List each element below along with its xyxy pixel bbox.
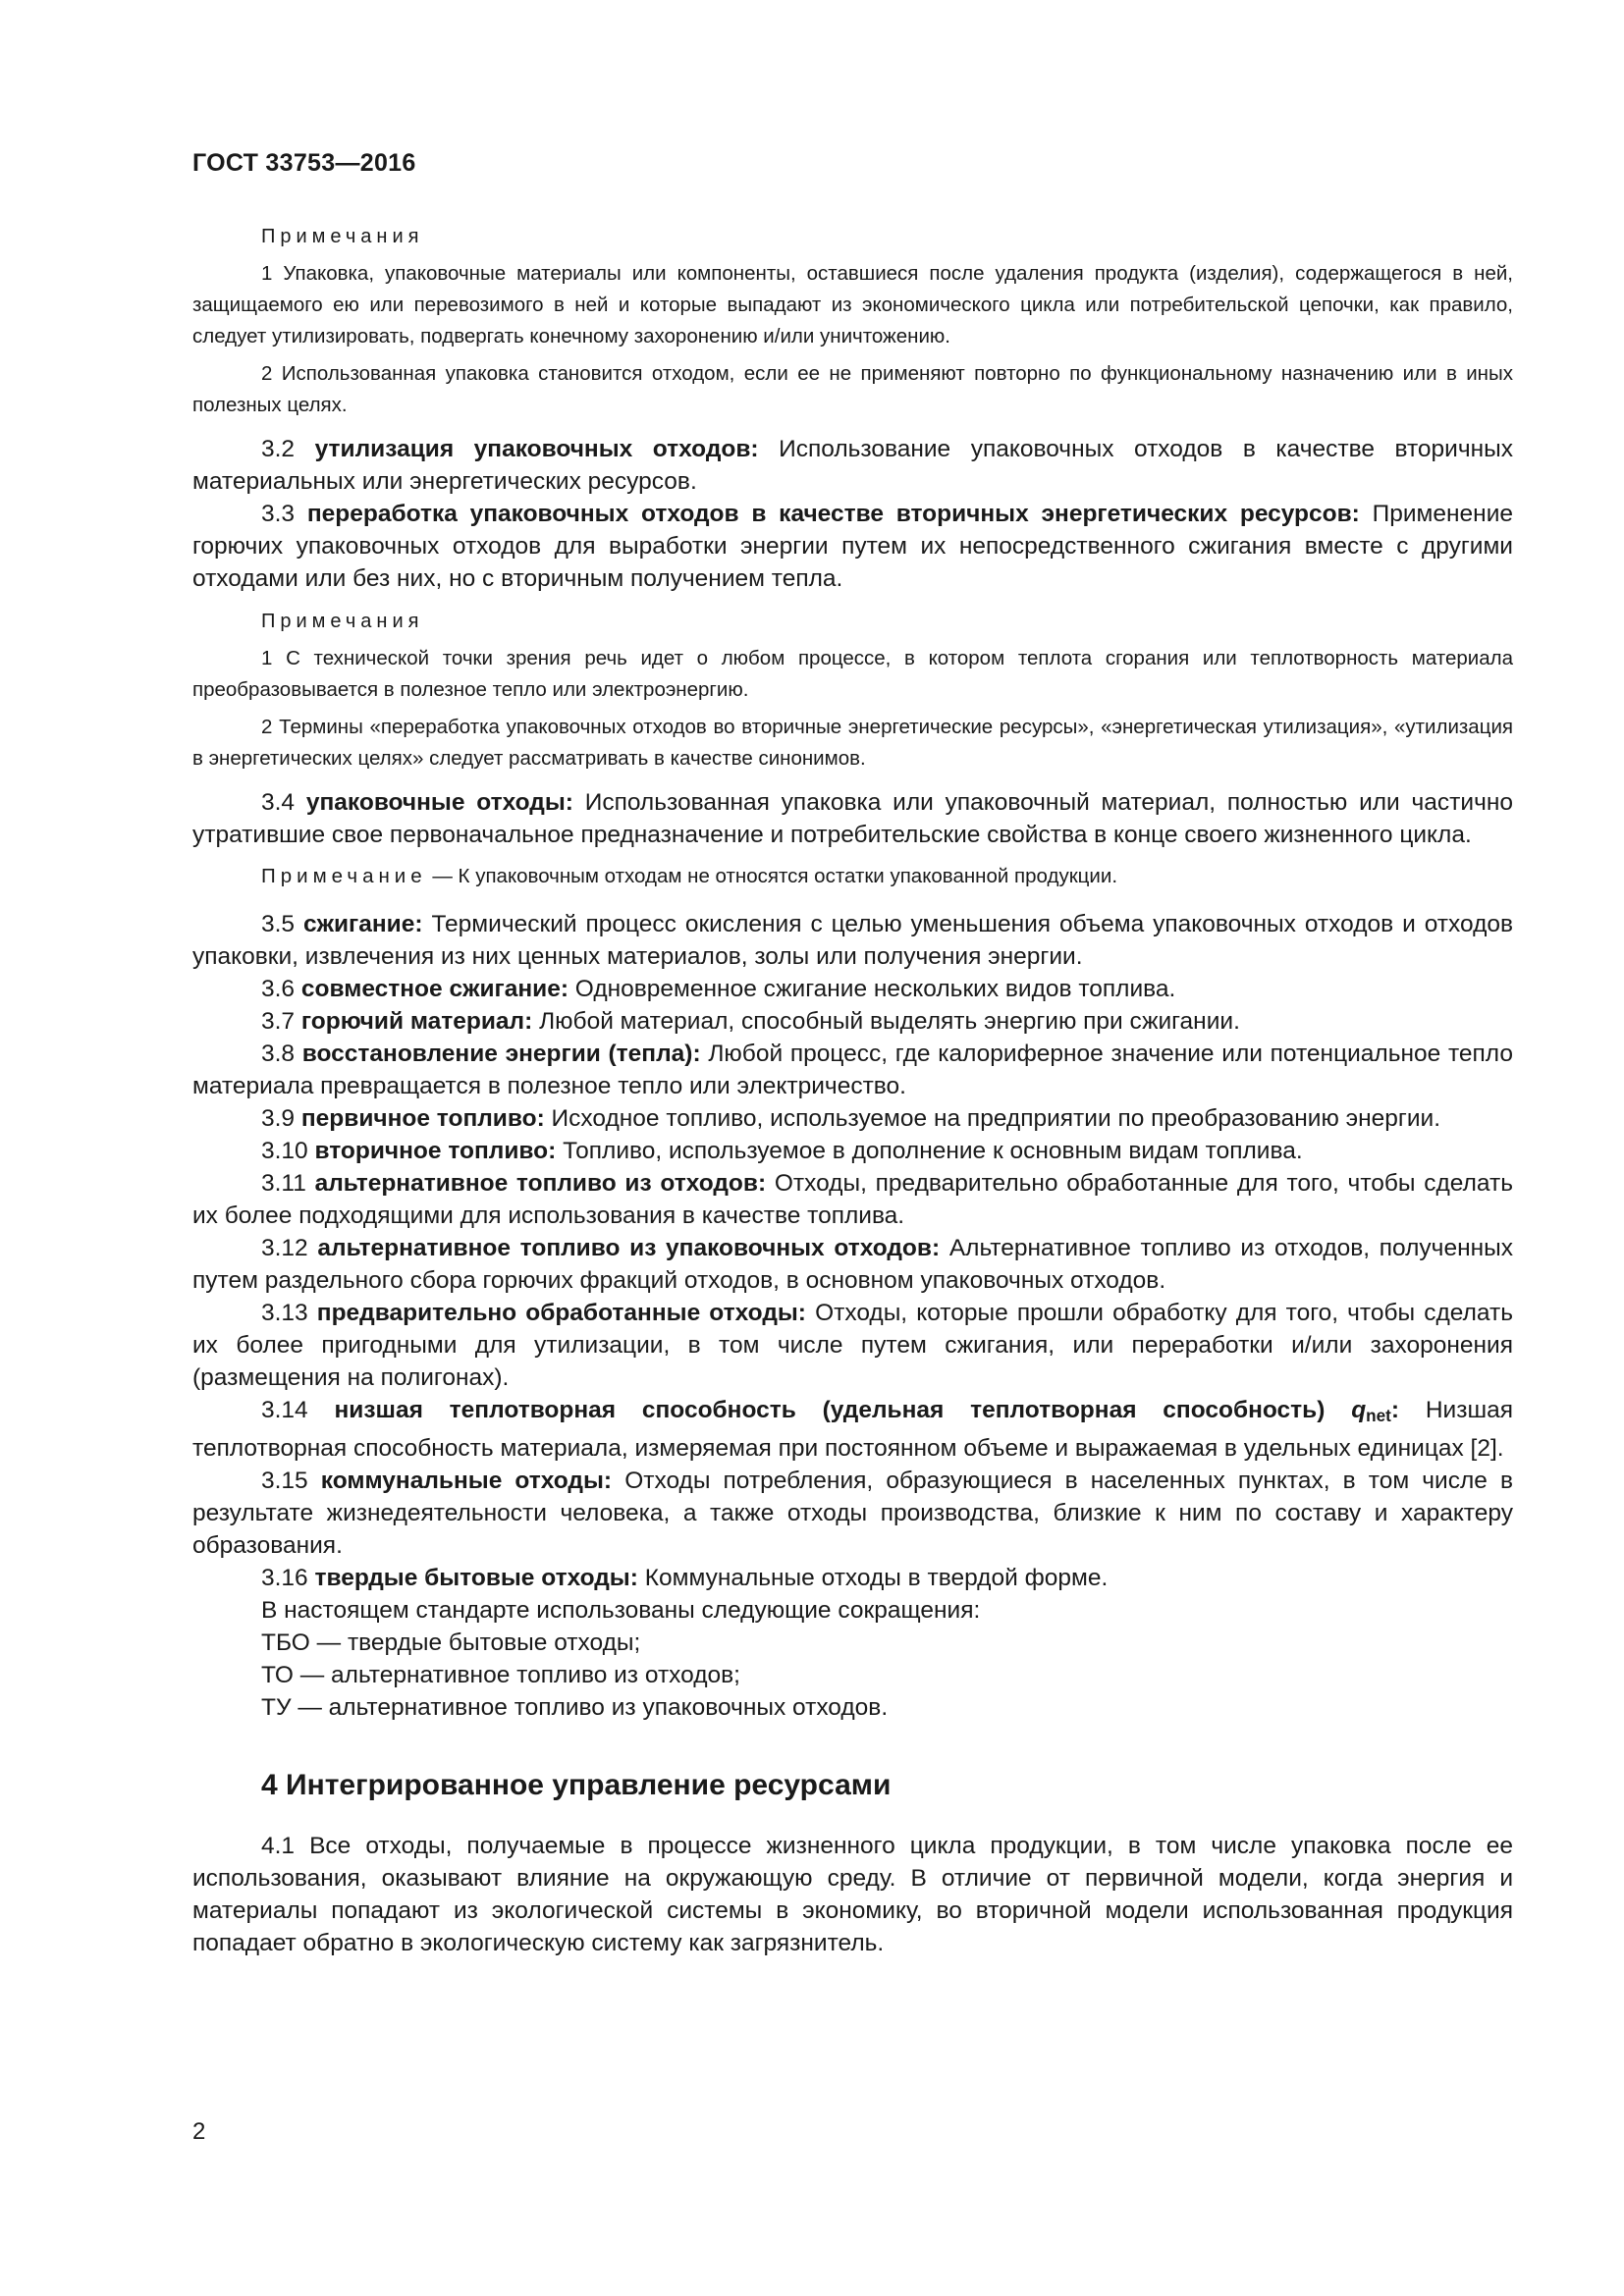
abbreviations-intro: В настоящем стандарте использованы следующие сокращения: [261,1597,981,1624]
term-definition: 3.3 переработка упаковочных отходов в качестве вторичных энергетических ресурсов: Применение горючих упаковочных отходов для выработки энергии путем их непосредственного сжигания вместе с другими отходами или без них, но с вторичным получением тепла. [192,501,1514,592]
term-name: сжигание: [303,911,423,937]
term-name: предварительно обработанные отходы: [316,1300,806,1326]
term-name: восстановление энергии (тепла): [301,1041,701,1067]
term-definition: 3.2 утилизация упаковочных отходов: Использование упаковочных отходов в качестве вторичных материальных или энергетических ресурсов. [192,436,1513,495]
abbreviation-item: ТБО — твердые бытовые отходы; [261,1629,641,1656]
term-definition: 3.9 первичное топливо: Исходное топливо, используемое на предприятии по преобразованию энергии. [261,1105,1441,1132]
term-definition: 3.6 совместное сжигание: Одновременное сжигание нескольких видов топлива. [261,976,1176,1002]
note-text: 2 Использованная упаковка становится отходом, если ее не применяют повторно по функциональному назначению или в иных полезных целях. [192,362,1513,416]
notes-title: Примечания [261,226,424,247]
term-name: твердые бытовые отходы: [314,1565,638,1591]
term-definition: 3.14 низшая теплотворная способность (удельная теплотворная способность) $q_{net}$: Низшая теплотворная способность материала, измеряемая при постоянном объеме и выражаемая в удельных единицах [2]. [192,1397,1514,1462]
term-definition: 3.12 альтернативное топливо из упаковочных отходов: Альтернативное топливо из отходов, полученных путем раздельного сбора горючих фракций отходов, в основном упаковочных отходов. [192,1235,1513,1294]
term-definition: 3.10 вторичное топливо: Топливо, используемое в дополнение к основным видам топлива. [261,1138,1303,1164]
term-name: горючий материал: [300,1008,533,1035]
abbreviation-item: ТО — альтернативное топливо из отходов; [261,1662,740,1688]
note-label: Примечание [261,865,427,887]
page-content [192,226,1513,1959]
term-definition: 3.8 восстановление энергии (тепла): Любой процесс, где калориферное значение или потенциальное тепло материала превращается в полезное тепло или электричество. [192,1041,1513,1099]
term-name: альтернативное топливо из отходов: [314,1170,767,1197]
term-name: утилизация упаковочных отходов: [314,436,759,462]
section-paragraph: 4.1 Все отходы, получаемые в процессе жизненного цикла продукции, в том числе упаковка после ее использования, оказывают влияние на окружающую среду. В отличие от первичной модели, когда энергия и материалы попадают из экологической системы в экономику, во вторичной модели использованная продукция попадает обратно в экологическую систему как загрязнитель. [192,1833,1513,1956]
page-number: 2 [192,2118,206,2145]
term-name: альтернативное топливо из упаковочных отходов: [317,1235,941,1261]
term-definition: 3.11 альтернативное топливо из отходов: Отходы, предварительно обработанные для того, чтобы сделать их более подходящими для использования в качестве топлива. [192,1170,1513,1229]
term-name: упаковочные отходы: [305,789,573,816]
term-definition: 3.13 предварительно обработанные отходы: Отходы, которые прошли обработку для того, чтобы сделать их более пригодными для утилизации, в том числе путем сжигания, или переработки и/или захоронения (размещения на полигонах). [192,1300,1513,1391]
note-inline: Примечание — К упаковочным отходам не относятся остатки упакованной продукции. [261,865,1118,887]
note-text: 1 Упаковка, упаковочные материалы или компоненты, оставшиеся после удаления продукта (изделия), содержащегося в ней, защищаемого ею или перевозимого в ней и которые выпадают из экономического цикла или потребительской цепочки, как правило, следует утилизировать, подвергать конечному захоронению и/или уничтожению. [192,262,1513,347]
term-definition: 3.4 упаковочные отходы: Использованная упаковка или упаковочный материал, полностью или частично утратившие свое первоначальное предназначение и потребительские свойства в конце своего жизненного цикла. [192,789,1514,848]
term-definition: 3.15 коммунальные отходы: Отходы потребления, образующиеся в населенных пунктах, в том числе в результате жизнедеятельности человека, а также отходы производства, близкие к ним по составу и характеру образования. [192,1468,1514,1559]
term-name: коммунальные отходы: [320,1468,613,1494]
notes-title: Примечания [261,611,424,632]
note-text: 2 Термины «переработка упаковочных отходов во вторичные энергетические ресурсы», «энергетическая утилизация», «утилизация в энергетических целях» следует рассматривать в качестве синонимов. [192,716,1513,770]
term-name: переработка упаковочных отходов в качестве вторичных энергетических ресурсов: [306,501,1360,527]
term-name: низшая теплотворная способность (удельная теплотворная способность) $q_{net}$: [334,1397,1400,1425]
term-definition: 3.5 сжигание: Термический процесс окисления с целью уменьшения объема упаковочных отходов и отходов упаковки, извлечения из них ценных материалов, золы или получения энергии. [192,911,1514,970]
term-definition: 3.16 твердые бытовые отходы: Коммунальные отходы в твердой форме. [261,1565,1109,1591]
term-name: вторичное топливо: [314,1138,557,1164]
term-definition: 3.7 горючий материал: Любой материал, способный выделять энергию при сжигании. [261,1008,1240,1035]
section-heading: 4 Интегрированное управление ресурсами [261,1769,892,1801]
term-name: совместное сжигание: [300,976,568,1002]
abbreviation-item: ТУ — альтернативное топливо из упаковочных отходов. [261,1694,889,1721]
document-header: ГОСТ 33753—2016 [192,149,416,177]
term-name: первичное топливо: [300,1105,545,1132]
note-text: 1 С технической точки зрения речь идет о любом процессе, в котором теплота сгорания или теплотворность материала преобразовывается в полезное тепло или электроэнергию. [192,647,1513,701]
